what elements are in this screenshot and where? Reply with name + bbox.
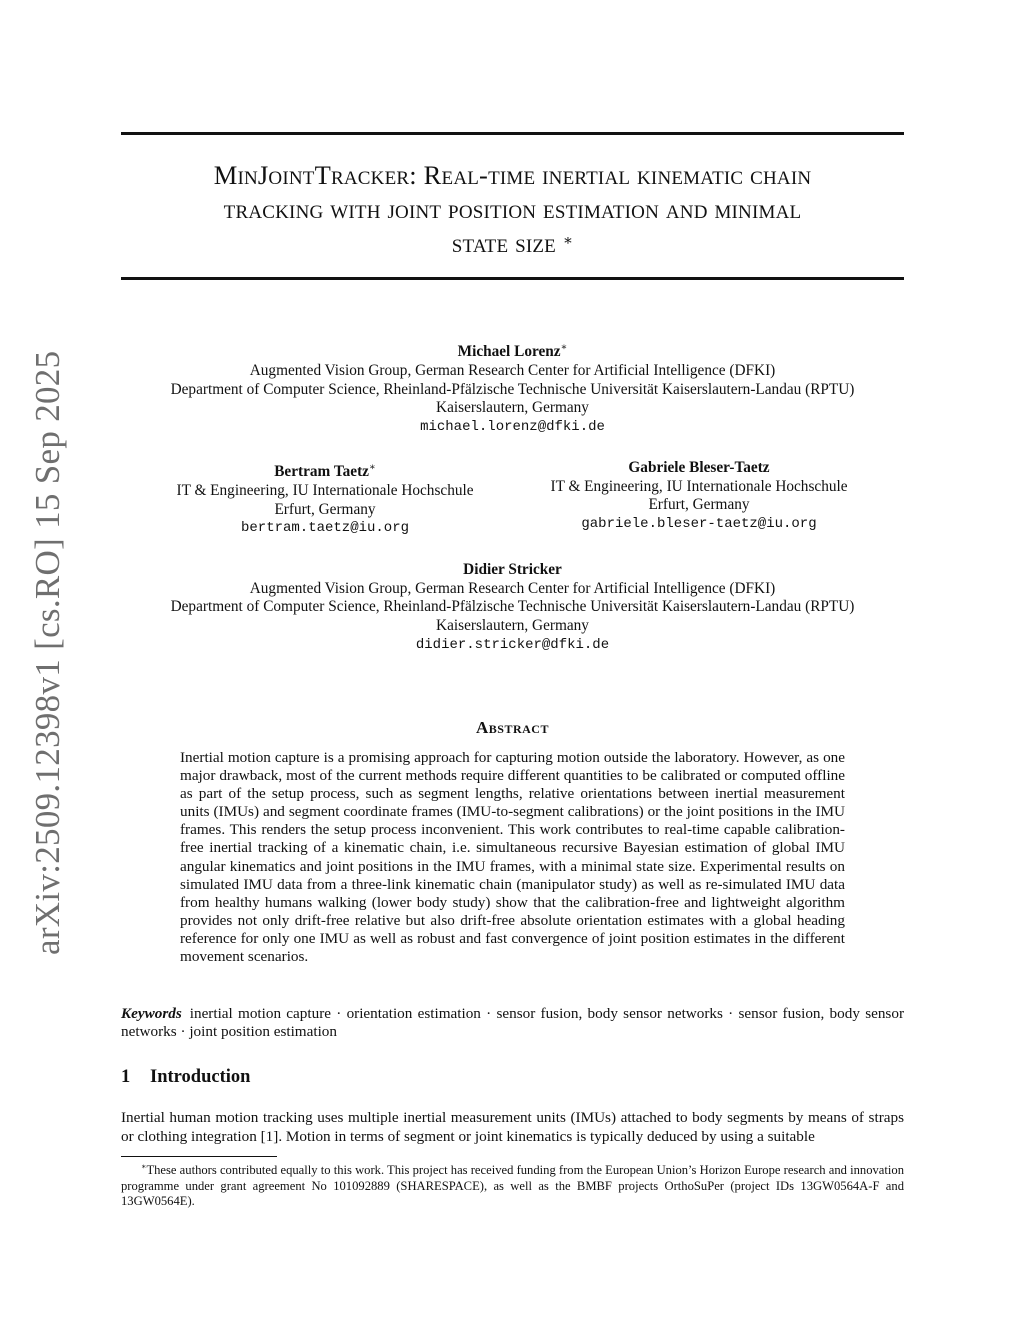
author-block-stricker [121, 561, 904, 655]
keywords [121, 1005, 904, 1041]
author-location: Kaiserslautern, Germany [436, 617, 589, 635]
author-affiliation: Department of Computer Science, Rheinland-Pfälzische Technische Universität Kaiserslautern-Landau (RPTU) [170, 598, 855, 616]
title-rule-bottom [121, 277, 904, 280]
section-heading-introduction [121, 1067, 250, 1088]
author-marker: ∗ [368, 462, 376, 473]
author-affiliation: Augmented Vision Group, German Research Center for Artificial Intelligence (DFKI) [249, 361, 776, 379]
section-number: 1 [121, 1067, 131, 1087]
arxiv-identifier: arXiv:2509.12398v1 [cs.RO] 15 Sep 2025 [28, 350, 67, 955]
paper-title [121, 158, 904, 260]
footnote-rule [121, 1156, 277, 1157]
footnote-marker: ∗ [141, 1162, 147, 1171]
author-affiliation: IT & Engineering, IU Internationale Hochschule [550, 477, 848, 495]
author-email[interactable]: michael.lorenz@dfki.de [420, 418, 605, 435]
title-line-3: state size [451, 228, 556, 258]
author-email[interactable]: gabriele.bleser-taetz@iu.org [581, 516, 817, 533]
author-affiliation: Augmented Vision Group, German Research Center for Artificial Intelligence (DFKI) [249, 579, 776, 597]
title-footnote-marker: ∗ [562, 233, 574, 249]
author-email[interactable]: bertram.taetz@iu.org [240, 520, 410, 537]
author-block-taetz [150, 459, 500, 538]
author-marker: ∗ [560, 342, 568, 353]
title-line-1: MinJointTracker: Real-time inertial kinematic chain [213, 160, 812, 190]
author-affiliation: IT & Engineering, IU Internationale Hochschule [176, 481, 474, 499]
author-location: Erfurt, Germany [648, 496, 750, 514]
author-name: Bertram Taetz [274, 463, 369, 481]
author-name: Gabriele Bleser-Taetz [628, 459, 770, 476]
author-name: Didier Stricker [463, 561, 562, 578]
author-location: Erfurt, Germany [274, 500, 376, 518]
title-rule-top [121, 132, 904, 135]
title-line-2: tracking with joint position estimation and minimal [223, 194, 802, 224]
keywords-label: Keywords [121, 1005, 182, 1022]
author-block-lorenz [121, 339, 904, 437]
section-title: Introduction [150, 1067, 251, 1087]
author-block-bleser-taetz [524, 459, 874, 534]
author-name: Michael Lorenz [457, 343, 561, 361]
author-location: Kaiserslautern, Germany [436, 399, 589, 417]
author-email[interactable]: didier.stricker@dfki.de [415, 636, 610, 653]
abstract-text: Inertial motion capture is a promising approach for capturing motion outside the laboratory. However, as one major drawback, most of the current methods require different quantities to be calibrated or computed offline as part of the setup process, such as segment lengths, relative orientations between inertial measurement units (IMUs) and segment coordinate frames (IMU-to-segment calibrations) or the joint positions in the IMU frames. This renders the setup process inconvenient. This work contributes to real-time capable calibration-free inertial tracking of a kinematic chain, i.e. simultaneous recursive Bayesian estimation of global IMU angular kinematics and joint positions in the IMU frames, with a minimal state size. Experimental results on simulated IMU data from a three-link kinematic chain (manipulator study) as well as re-simulated IMU data from healthy humans walking (lower body study) show that the calibration-free and lightweight algorithm provides not only drift-free relative but also drift-free absolute orientation estimates with a global heading reference for only one IMU as well as robust and fast convergence of joint position estimates in the different movement scenarios. [180, 749, 845, 966]
keywords-text: inertial motion capture · orientation estimation · sensor fusion, body sensor networks · sensor fusion, body sensor networks · joint position estimation [121, 1005, 904, 1041]
abstract-heading: Abstract [476, 718, 549, 737]
introduction-text: Inertial human motion tracking uses multiple inertial measurement units (IMUs) attached to body segments by means of straps or clothing integration [1]. Motion in terms of segment or joint kinematics is typically deduced by using a suitable [121, 1109, 904, 1145]
footnote [121, 1159, 904, 1210]
footnote-text: These authors contributed equally to this work. This project has received funding from the European Union’s Horizon Europe research and innovation programme under grant agreement No 101092889 (SHARESPACE), as well as the BMBF projects OrthoSuPer (project IDs 13GW0564A-F and 13GW0564E). [121, 1163, 904, 1209]
author-affiliation: Department of Computer Science, Rheinland-Pfälzische Technische Universität Kaiserslautern-Landau (RPTU) [170, 380, 855, 398]
